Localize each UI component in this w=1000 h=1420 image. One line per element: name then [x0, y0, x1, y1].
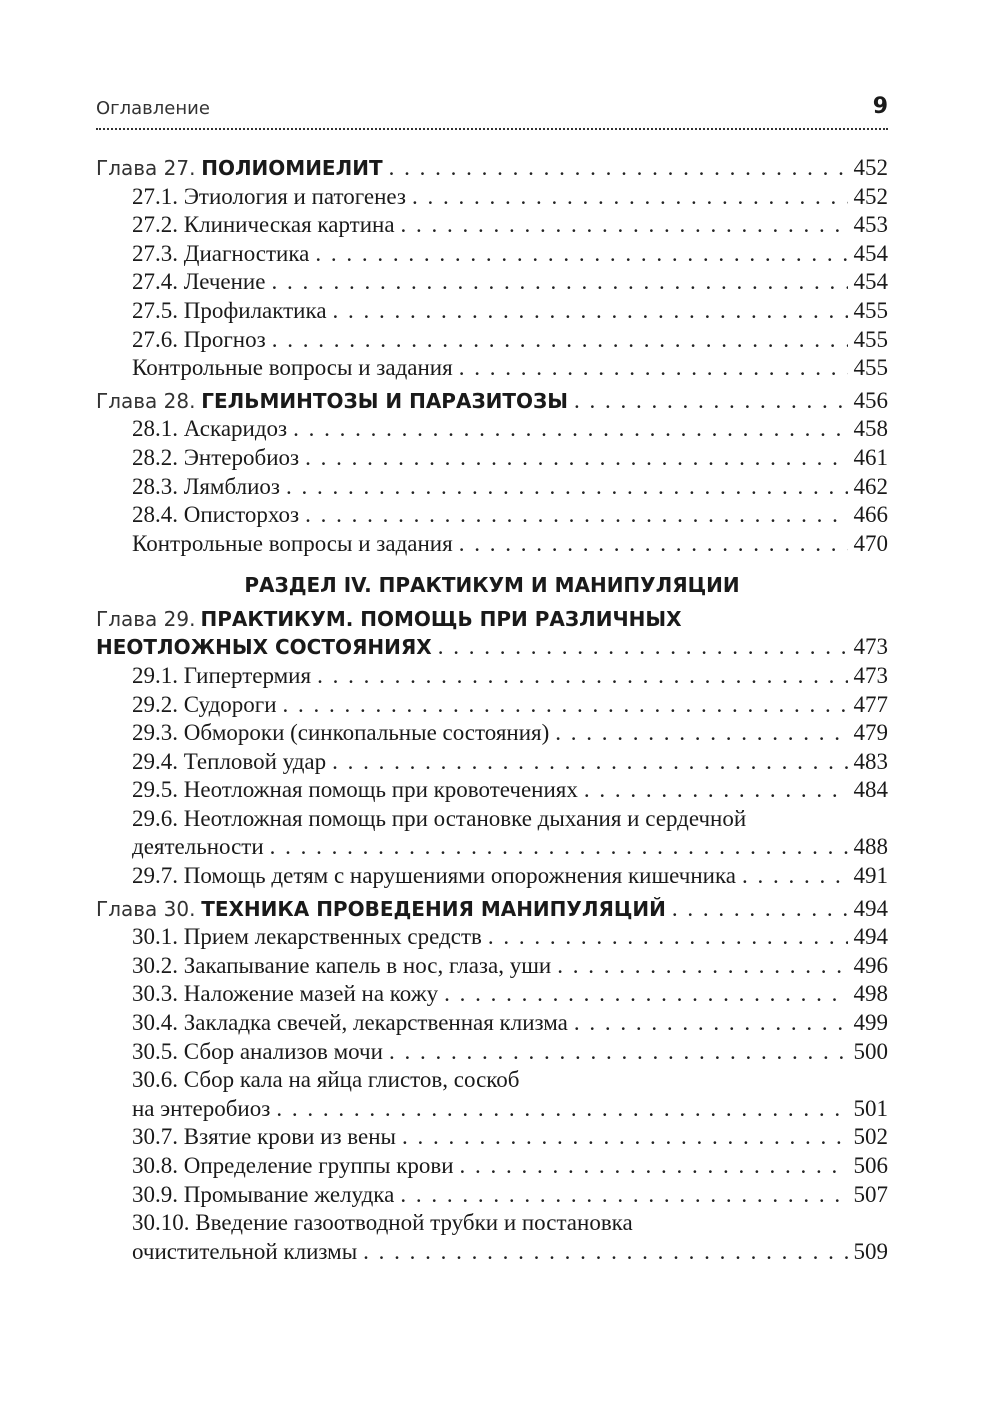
header-page-number: 9 — [872, 94, 888, 119]
page-number: 484 — [853, 777, 888, 803]
page-number: 500 — [853, 1038, 888, 1064]
dot-leader — [402, 1123, 847, 1152]
page-number: 473 — [853, 662, 888, 688]
toc-item[interactable] — [96, 662, 888, 691]
item-title: 27.1. Этиология и патогенез — [132, 183, 406, 209]
item-title: 27.6. Прогноз — [132, 326, 266, 352]
item-title: 30.3. Наложение мазей на кожу — [132, 981, 439, 1007]
dot-leader — [363, 1238, 847, 1267]
dot-leader — [574, 1009, 848, 1038]
toc-item-line1[interactable]: 29.6. Неотложная помощь при остановке дыхания и сердечной — [132, 805, 747, 831]
item-title: 29.4. Тепловой удар — [132, 748, 327, 774]
header-divider — [96, 128, 888, 130]
page-number: 452 — [853, 183, 888, 209]
toc-item[interactable] — [96, 530, 888, 559]
dot-leader — [557, 952, 847, 981]
toc-item[interactable] — [96, 354, 888, 383]
dot-leader — [401, 211, 848, 240]
item-title: 29.7. Помощь детям с нарушениями опорожнения кишечника — [132, 863, 737, 889]
page-number: 506 — [853, 1153, 888, 1178]
page-number: 501 — [853, 1095, 888, 1121]
dot-leader — [672, 895, 848, 924]
dot-leader — [305, 444, 847, 473]
chapter-label: Глава 28. — [96, 388, 196, 413]
page-number: 466 — [853, 502, 888, 528]
item-title: 28.4. Описторхоз — [132, 502, 300, 528]
dot-leader — [315, 240, 847, 269]
item-title: 30.7. Взятие крови из вены — [132, 1124, 397, 1150]
toc-item[interactable] — [96, 444, 888, 473]
page-number: 502 — [853, 1124, 888, 1150]
page-number: 507 — [853, 1181, 888, 1207]
item-title: 30.1. Прием лекарственных средств — [132, 924, 482, 950]
toc-chapter-29-title[interactable] — [96, 604, 888, 635]
page-number: 491 — [853, 863, 888, 889]
running-header — [96, 94, 888, 128]
dot-leader — [444, 980, 847, 1009]
item-title: 27.5. Профилактика — [132, 297, 327, 323]
page-number: 483 — [853, 748, 888, 774]
chapter-title: ТЕХНИКА ПРОВЕДЕНИЯ МАНИПУЛЯЦИЙ — [201, 896, 666, 921]
item-title: 30.5. Сбор анализов мочи — [132, 1038, 383, 1064]
chapter-title: ПРАКТИКУМ. ПОМОЩЬ ПРИ РАЗЛИЧНЫХ — [200, 607, 682, 632]
dot-leader — [438, 633, 848, 662]
item-title: 28.3. Лямблиоз — [132, 473, 280, 499]
toc-item[interactable] — [96, 1238, 888, 1267]
item-title: Контрольные вопросы и задания — [132, 355, 453, 381]
toc-item[interactable] — [96, 833, 888, 862]
page-number: 496 — [853, 952, 888, 978]
page-number: 498 — [853, 981, 888, 1007]
item-title: 30.9. Промывание желудка — [132, 1181, 395, 1207]
dot-leader — [584, 776, 848, 805]
item-title: 30.4. Закладка свечей, лекарственная клизма — [132, 1010, 568, 1036]
dot-leader — [276, 1095, 847, 1124]
page-number: 455 — [853, 355, 888, 381]
dot-leader — [574, 387, 848, 416]
toc-item[interactable] — [96, 1009, 888, 1038]
dot-leader — [400, 1181, 847, 1210]
dot-leader — [389, 154, 848, 183]
item-title: 28.2. Энтеробиоз — [132, 444, 300, 470]
page-number: 509 — [853, 1238, 888, 1264]
toc-chapter-29[interactable] — [96, 633, 888, 662]
page-number: 477 — [853, 691, 888, 717]
dot-leader — [459, 530, 848, 559]
page-number: 494 — [853, 924, 888, 950]
dot-leader — [270, 833, 848, 862]
dot-leader — [488, 923, 848, 952]
item-title: 27.2. Клиническая картина — [132, 212, 395, 238]
dot-leader — [293, 415, 847, 444]
item-title-continued: деятельности — [132, 834, 264, 860]
chapter-title: ГЕЛЬМИНТОЗЫ И ПАРАЗИТОЗЫ — [201, 388, 568, 413]
section-heading: РАЗДЕЛ IV. ПРАКТИКУМ И МАНИПУЛЯЦИИ — [244, 573, 740, 598]
dot-leader — [389, 1038, 848, 1067]
toc-item[interactable] — [96, 1152, 888, 1181]
toc-item[interactable] — [96, 1181, 888, 1210]
page-number: 473 — [853, 634, 888, 660]
dot-leader — [283, 691, 848, 720]
toc-item[interactable] — [96, 923, 888, 952]
page-number: 461 — [853, 444, 888, 470]
page-number: 455 — [853, 297, 888, 323]
page-number: 452 — [853, 155, 888, 180]
toc-item[interactable] — [96, 240, 888, 269]
toc-item[interactable] — [96, 862, 888, 891]
toc-item-line1[interactable]: 30.6. Сбор кала на яйца глистов, соскоб — [132, 1067, 520, 1093]
page-number: 499 — [853, 1010, 888, 1036]
item-title: 29.2. Судороги — [132, 691, 277, 717]
toc-item[interactable] — [96, 748, 888, 777]
item-title: 29.5. Неотложная помощь при кровотечениях — [132, 777, 578, 803]
chapter-label: Глава 27. — [96, 156, 196, 180]
toc-item[interactable] — [96, 691, 888, 720]
item-title: 27.4. Лечение — [132, 269, 266, 295]
page-number: 455 — [853, 326, 888, 352]
chapter-title-continued: НЕОТЛОЖНЫХ СОСТОЯНИЯХ — [96, 635, 432, 660]
dot-leader — [555, 719, 847, 748]
dot-leader — [412, 183, 848, 212]
toc-item[interactable] — [96, 326, 888, 355]
page-number: 479 — [853, 720, 888, 746]
dot-leader — [742, 862, 847, 891]
page-number: 494 — [853, 895, 888, 921]
toc-item[interactable] — [96, 952, 888, 981]
dot-leader — [459, 354, 848, 383]
page-number: 454 — [853, 269, 888, 295]
toc-item[interactable] — [96, 415, 888, 444]
page-number: 458 — [853, 416, 888, 442]
toc-chapter-30[interactable] — [96, 895, 888, 924]
header-title: Оглавление — [96, 98, 210, 119]
page-number: 462 — [853, 473, 888, 499]
item-title: Контрольные вопросы и задания — [132, 530, 453, 556]
item-title: 29.1. Гипертермия — [132, 662, 312, 688]
toc-item[interactable] — [96, 501, 888, 530]
toc-item[interactable] — [96, 268, 888, 297]
page-number: 470 — [853, 530, 888, 556]
toc-item[interactable] — [96, 980, 888, 1009]
dot-leader — [317, 662, 847, 691]
item-title-continued: на энтеробиоз — [132, 1095, 271, 1121]
dot-leader — [305, 501, 847, 530]
toc-item[interactable] — [96, 473, 888, 502]
page-number: 454 — [853, 240, 888, 266]
item-title: 27.3. Диагностика — [132, 240, 310, 266]
toc-item[interactable] — [96, 183, 888, 212]
item-title: 29.3. Обмороки (синкопальные состояния) — [132, 720, 550, 746]
dot-leader — [271, 268, 847, 297]
item-title: 30.8. Определение группы крови — [132, 1153, 454, 1178]
toc-item[interactable] — [96, 297, 888, 326]
item-title: 28.1. Аскаридоз — [132, 416, 288, 442]
toc-chapter-28[interactable] — [96, 387, 888, 416]
dot-leader — [272, 326, 848, 355]
page-number: 488 — [853, 834, 888, 860]
table-of-contents — [96, 150, 888, 1266]
chapter-label: Глава 29. — [96, 607, 196, 632]
toc-item[interactable] — [96, 776, 888, 805]
page-number: 456 — [853, 387, 888, 413]
chapter-label: Глава 30. — [96, 896, 196, 921]
toc-item[interactable] — [96, 1123, 888, 1152]
page-number: 453 — [853, 212, 888, 238]
toc-item-line1[interactable]: 30.10. Введение газоотводной трубки и постановка — [132, 1210, 633, 1236]
dot-leader — [332, 748, 847, 777]
toc-item[interactable] — [96, 719, 888, 748]
toc-item[interactable] — [96, 1095, 888, 1124]
item-title: 30.2. Закапывание капель в нос, глаза, уши — [132, 952, 552, 978]
dot-leader — [286, 473, 848, 502]
toc-chapter-27[interactable] — [96, 154, 888, 183]
chapter-title: ПОЛИОМИЕЛИТ — [201, 156, 383, 180]
toc-item[interactable] — [96, 211, 888, 240]
item-title-continued: очистительной клизмы — [132, 1238, 358, 1264]
toc-item[interactable] — [96, 1038, 888, 1067]
dot-leader — [460, 1152, 848, 1181]
dot-leader — [333, 297, 848, 326]
